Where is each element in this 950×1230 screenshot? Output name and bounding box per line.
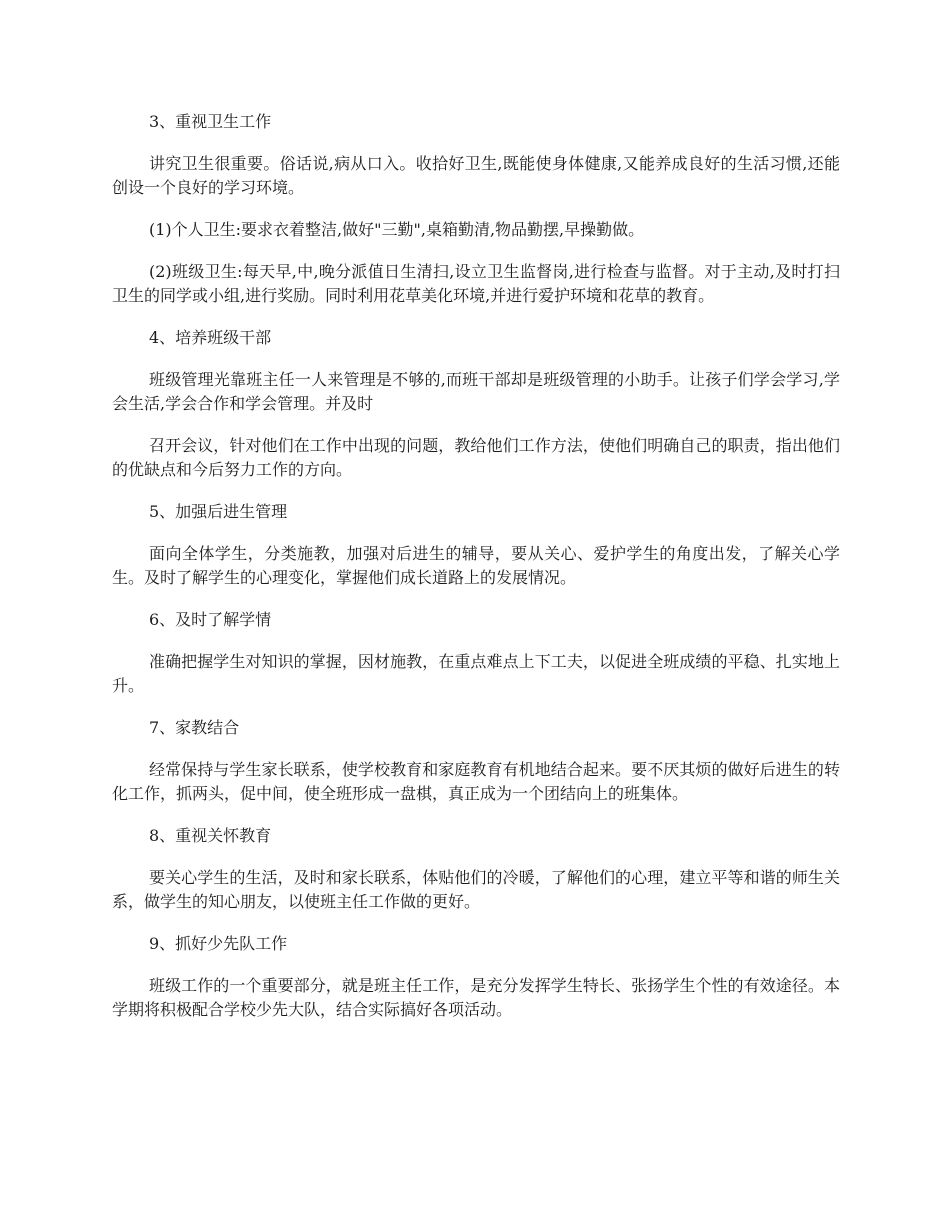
paragraph-class-hygiene: (2)班级卫生:每天早,中,晚分派值日生清扫,设立卫生监督岗,进行检查与监督。对于主动,及时打扫卫生的同学或小组,进行奖励。同时利用花草美化环境,并进行爱护环境和花草的教育。 [112, 262, 840, 305]
section-heading-9: 9、抓好少先队工作 [149, 934, 288, 953]
paragraph-struggling-students: 面向全体学生，分类施教，加强对后进生的辅导，要从关心、爱护学生的角度出发，了解关心学生。及时了解学生的心理变化，掌握他们成长道路上的发展情况。 [112, 544, 840, 587]
paragraph-young-pioneers: 班级工作的一个重要部分，就是班主任工作，是充分发挥学生特长、张扬学生个性的有效途径。本学期将积极配合学校少先大队，结合实际搞好各项活动。 [112, 976, 840, 1019]
section-heading-7: 7、家教结合 [149, 718, 240, 737]
section-heading-8: 8、重视关怀教育 [149, 826, 272, 845]
paragraph-home-school: 经常保持与学生家长联系，使学校教育和家庭教育有机地结合起来。要不厌其烦的做好后进生的转化工作，抓两头，促中间，使全班形成一盘棋，真正成为一个团结向上的班集体。 [112, 760, 840, 803]
document-page [112, 110, 840, 1022]
section-heading-4: 4、培养班级干部 [149, 328, 272, 347]
paragraph-personal-hygiene: (1)个人卫生:要求衣着整洁,做好"三勤",桌箱勤清,物品勤摆,早操勤做。 [149, 220, 645, 239]
paragraph-class-cadres: 班级管理光靠班主任一人来管理是不够的,而班干部却是班级管理的小助手。让孩子们学会学习,学会生活,学会合作和学会管理。并及时 [112, 370, 840, 413]
paragraph-care-education: 要关心学生的生活，及时和家长联系，体贴他们的冷暖，了解他们的心理，建立平等和谐的师生关系，做学生的知心朋友，以使班主任工作做的更好。 [112, 868, 840, 911]
paragraph-meetings: 召开会议，针对他们在工作中出现的问题，教给他们工作方法，使他们明确自己的职责，指出他们的优缺点和今后努力工作的方向。 [112, 436, 840, 479]
section-heading-3: 3、重视卫生工作 [149, 112, 272, 131]
section-heading-6: 6、及时了解学情 [149, 610, 272, 629]
paragraph-learning-status: 准确把握学生对知识的掌握，因材施教，在重点难点上下工夫，以促进全班成绩的平稳、扎实地上升。 [112, 652, 840, 695]
paragraph-hygiene-intro: 讲究卫生很重要。俗话说,病从口入。收拾好卫生,既能使身体健康,又能养成良好的生活习惯,还能创设一个良好的学习环境。 [112, 154, 840, 197]
section-heading-5: 5、加强后进生管理 [149, 502, 288, 521]
